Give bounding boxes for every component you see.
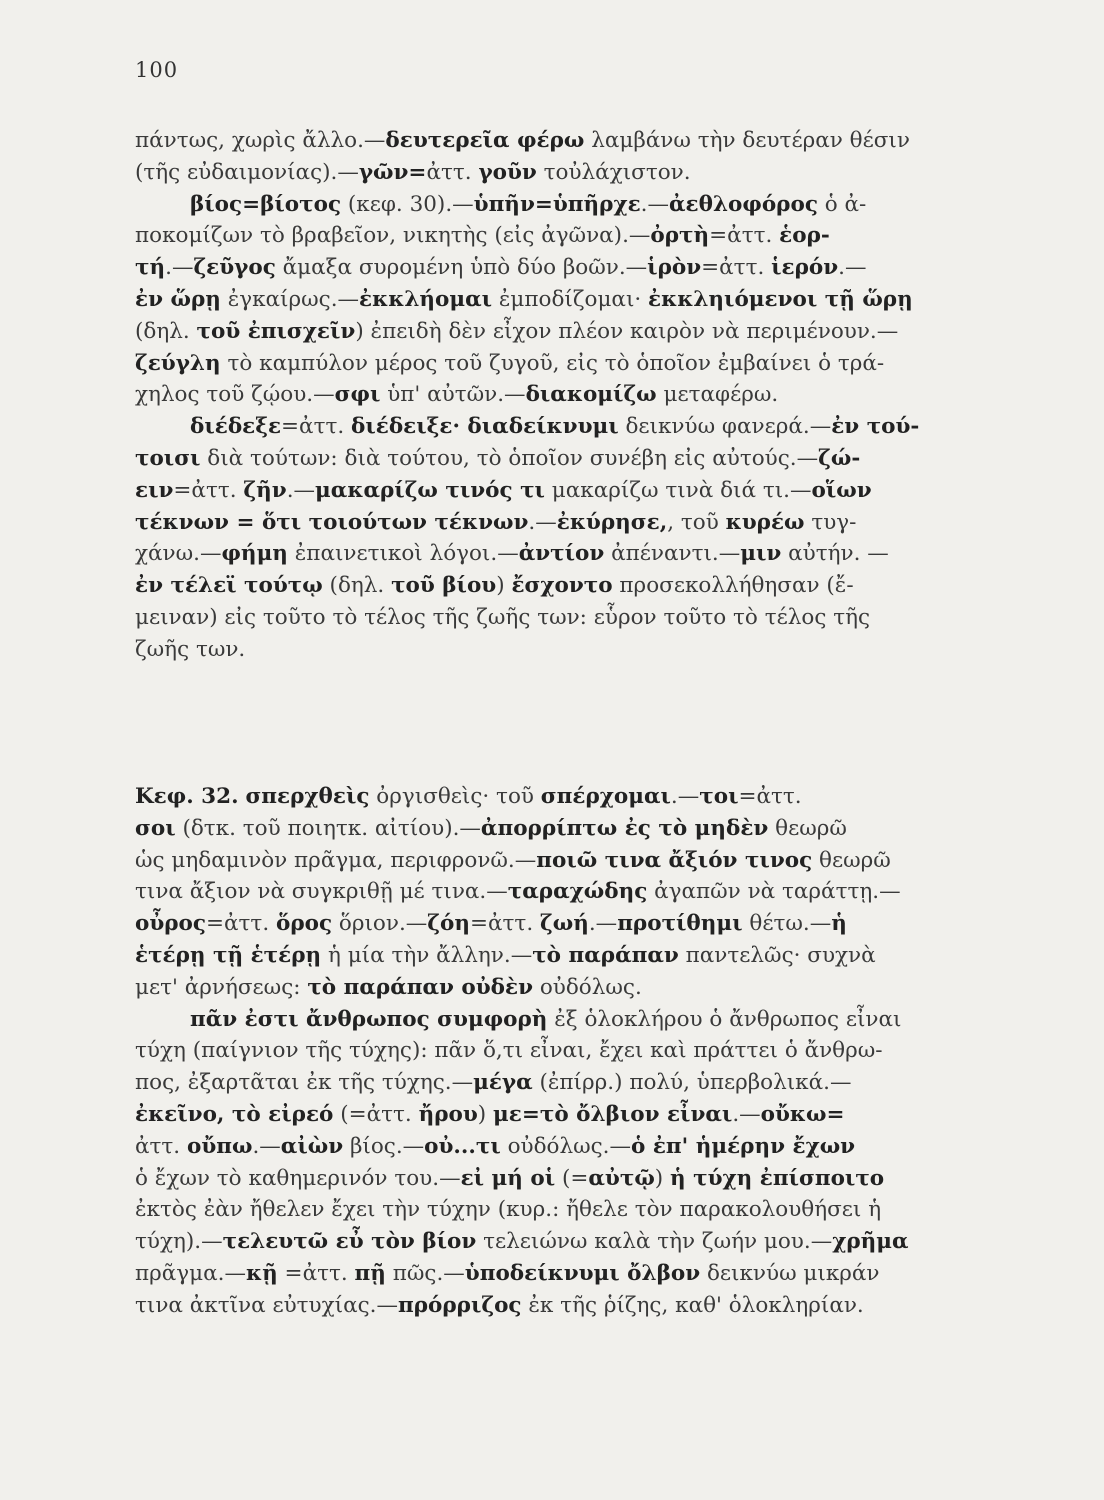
- text-line: [135, 813, 985, 845]
- text-line: [135, 220, 985, 252]
- headword-term: κῇ: [245, 1260, 278, 1286]
- text-line: [135, 845, 985, 877]
- text-line: [135, 1131, 985, 1163]
- text-line: [135, 1194, 985, 1226]
- definition-text: .—: [528, 509, 557, 535]
- definition-text: ἡ μία τὴν ἄλλην.—: [321, 942, 533, 968]
- definition-text: μακαρίζω τινὰ διά τι.—: [544, 477, 812, 503]
- headword-term: ζωή: [540, 911, 589, 937]
- definition-text: .—: [588, 911, 618, 937]
- definition-text: ἀττ.: [426, 159, 479, 185]
- headword-term: βίος=βίοτος: [190, 191, 342, 217]
- headword-term: ἀεθλοφόρος: [669, 191, 818, 217]
- headword-term: μέγα: [473, 1070, 533, 1096]
- headword-term: ζεῦγος: [193, 255, 276, 281]
- definition-text: ποκομίζων τὸ βραβεῖον, νικητὴς (εἰς ἀγῶνα).—: [135, 223, 651, 249]
- headword-term: ὀρτὴ: [650, 223, 710, 249]
- definition-text: λαμβάνω τὴν δευτέραν θέσιν: [584, 128, 910, 153]
- text-line: [135, 443, 985, 475]
- definition-text: .—: [252, 1133, 281, 1159]
- definition-text: (=ἀττ.: [333, 1101, 419, 1127]
- definition-text: ἀπέναντι.—: [604, 541, 741, 567]
- headword-term: ζεύγλη: [135, 350, 221, 376]
- headword-term: γῶν=: [358, 159, 427, 185]
- definition-text: ἀττ.: [135, 1133, 187, 1159]
- definition-text: .—: [286, 477, 316, 503]
- definition-text: (ἐπίρρ.) πολύ, ὑπερβολικά.—: [532, 1070, 852, 1096]
- headword-term: ἔσχοντο: [511, 573, 613, 599]
- text-line: [135, 876, 985, 908]
- text-line: [135, 781, 985, 813]
- headword-term: χρῆμα: [832, 1229, 909, 1255]
- definition-text: (δτκ. τοῦ ποιητκ. αἰτίου).—: [175, 815, 481, 841]
- definition-text: ὑπ' αὐτῶν.—: [380, 382, 526, 408]
- headword-term: ἑτέρῃ τῇ ἑτέρῃ: [135, 942, 322, 968]
- definition-text: (τῆς εὐδαιμονίας).—: [135, 159, 359, 185]
- definition-text: μεταφέρω.: [656, 382, 779, 408]
- definition-text: τύχη).—: [135, 1229, 223, 1255]
- definition-text: , τοῦ: [667, 509, 726, 535]
- headword-term: οἵων: [811, 477, 872, 503]
- headword-term: τελευτῶ εὖ τὸν βίον: [222, 1229, 477, 1255]
- definition-text: ): [496, 573, 512, 599]
- page-number: 100: [135, 58, 179, 82]
- definition-text: ὀργισθεὶς· τοῦ: [369, 784, 541, 809]
- headword-term: ὅρος: [276, 911, 333, 937]
- text-line: [135, 940, 985, 972]
- headword-term: ἑορ-: [779, 223, 830, 249]
- headword-term: οὔκω=: [760, 1101, 845, 1127]
- definition-text: θεωρῶ: [812, 847, 891, 873]
- headword-term: ἐκύρησε,: [556, 509, 668, 535]
- definition-text: βίος.—: [343, 1133, 425, 1159]
- definition-text: .—: [165, 255, 194, 281]
- text-line: [135, 1163, 985, 1195]
- headword-term: ἤρου: [418, 1101, 478, 1127]
- headword-term: ἐκεῖνο, τὸ εἰρεό: [135, 1101, 334, 1127]
- definition-text: πῶς.—: [385, 1260, 465, 1286]
- headword-term: ἐν τού-: [831, 414, 920, 440]
- definition-text: πάντως, χωρὶς ἄλλο.—: [135, 128, 386, 153]
- definition-text: τινα ἀκτῖνα εὐτυχίας.—: [135, 1292, 398, 1318]
- headword-term: οὐ...τι: [424, 1133, 501, 1159]
- text-line: [135, 157, 985, 189]
- text-line: [135, 972, 985, 1004]
- headword-term: ἐν ὥρῃ: [135, 286, 221, 312]
- headword-term: αὐτῷ: [588, 1165, 655, 1191]
- definition-text: μειναν) εἰς τοῦτο τὸ τέλος τῆς ζωῆς των: εὗρον τοῦτο τὸ τέλος τῆς: [135, 604, 871, 630]
- headword-term: σπερχθεὶς: [245, 784, 370, 809]
- text-line: [135, 284, 985, 316]
- headword-term: ἱερόν: [771, 255, 839, 281]
- definition-text: =ἀττ.: [470, 911, 540, 937]
- headword-term: δευτερεῖα φέρω: [385, 128, 585, 153]
- definition-text: =ἀττ.: [173, 477, 244, 503]
- headword-term: τοι: [699, 784, 739, 809]
- headword-term: ὑπῆν=ὑπῆρχε: [473, 191, 641, 217]
- definition-text: (κεφ. 30).—: [341, 191, 474, 217]
- text-line: [135, 1099, 985, 1131]
- text-line: [135, 602, 985, 634]
- text-line: [135, 1035, 985, 1067]
- definition-text: =ἀττ.: [277, 1260, 355, 1286]
- text-line: [135, 379, 985, 411]
- headword-term: τὸ παράπαν οὐδὲν: [307, 974, 534, 1000]
- headword-term: πᾶν ἐστι ἄνθρωπος συμφορὴ: [190, 1006, 548, 1032]
- headword-term: σπέρχομαι: [540, 784, 671, 809]
- definition-text: ἐκτὸς ἐὰν ἤθελεν ἔχει τὴν τύχην (κυρ.: ἤθελε τὸν παρακολουθήσει ἡ: [135, 1197, 882, 1223]
- definition-text: =ἀττ.: [738, 784, 802, 809]
- definition-text: ζωῆς των.: [135, 636, 246, 662]
- text-line: [135, 538, 985, 570]
- headword-term: ἐν τέλεϊ τούτῳ: [135, 573, 323, 599]
- definition-text: οὐδόλως.—: [500, 1133, 632, 1159]
- headword-term: ὑποδείκνυμι ὄλβον: [464, 1260, 701, 1286]
- headword-term: διέδεξε: [190, 414, 282, 440]
- definition-text: αὐτήν. —: [781, 541, 889, 567]
- definition-text: ὡς μηδαμινὸν πρᾶγμα, περιφρονῶ.—: [135, 847, 537, 873]
- headword-term: σοι: [135, 815, 176, 841]
- headword-term: ἡ: [831, 911, 847, 937]
- headword-term: πρόρριζος: [397, 1292, 522, 1318]
- headword-term: ἡ τύχη ἐπίσποιτο: [670, 1165, 885, 1191]
- headword-term: διακομίζω: [525, 382, 657, 408]
- definition-text: ἐμποδίζομαι·: [492, 286, 649, 312]
- headword-term: τὸ παράπαν: [532, 942, 679, 968]
- text-line: [135, 1226, 985, 1258]
- headword-term: τοῦ βίου: [391, 573, 497, 599]
- headword-term: μιν: [740, 541, 782, 567]
- definition-text: =ἀττ.: [709, 223, 780, 249]
- headword-term: κυρέω: [725, 509, 805, 535]
- definition-text: =ἀττ.: [206, 911, 276, 937]
- text-line: [135, 1067, 985, 1099]
- definition-text: ): [654, 1165, 671, 1191]
- text-line: [135, 1258, 985, 1290]
- definition-text: παντελῶς· συχνὰ: [678, 942, 876, 968]
- headword-term: ζῆν: [243, 477, 287, 503]
- text-line: [135, 634, 985, 666]
- headword-term: τοισι: [135, 445, 201, 471]
- text-line: [135, 411, 985, 443]
- headword-term: τοῦ ἐπισχεῖν: [196, 318, 356, 344]
- text-line: [135, 1004, 985, 1036]
- headword-term: Κεφ. 32.: [135, 784, 239, 809]
- definition-text: ) ἐπειδὴ δὲν εἶχον πλέον καιρὸν νὰ περιμένουν.—: [355, 318, 899, 344]
- headword-term: ἐκκλήομαι: [359, 286, 493, 312]
- definition-text: πρᾶγμα.—: [135, 1260, 246, 1286]
- text-line: [135, 125, 985, 157]
- headword-term: ἀπορρίπτω ἐς τὸ μηδὲν: [480, 815, 769, 841]
- definition-text: τινα ἄξιον νὰ συγκριθῇ μέ τινα.—: [135, 879, 508, 905]
- headword-term: οὖρος: [135, 911, 206, 937]
- headword-term: διέδειξε· διαδείκνυμι: [351, 414, 619, 440]
- headword-term: πῇ: [354, 1260, 386, 1286]
- headword-term: αἰὼν: [280, 1133, 344, 1159]
- text-line: [135, 908, 985, 940]
- definition-text: ἐκ τῆς ῥίζης, καθ' ὁλοκληρίαν.: [521, 1292, 864, 1318]
- definition-text: ἐπαινετικοὶ λόγοι.—: [287, 541, 519, 567]
- headword-term: με=τὸ ὄλβιον εἶναι: [493, 1101, 733, 1127]
- headword-term: ἱρὸν: [647, 255, 702, 281]
- definition-text: ὅριον.—: [332, 911, 428, 937]
- headword-term: ζώ-: [818, 445, 861, 471]
- text-line: [135, 475, 985, 507]
- definition-text: ὁ ἔχων τὸ καθημερινόν του.—: [135, 1165, 461, 1191]
- headword-term: ἐκκληιόμενοι τῇ ὥρῃ: [648, 286, 913, 312]
- definition-text: πος, ἐξαρτᾶται ἐκ τῆς τύχης.—: [135, 1070, 474, 1096]
- definition-text: τυγ-: [804, 509, 857, 535]
- text-line: [135, 348, 985, 380]
- definition-text: .—: [640, 191, 670, 217]
- definition-text: ἐξ ὁλοκλήρου ὁ ἄνθρωπος εἶναι: [547, 1006, 902, 1032]
- text-line: [135, 570, 985, 602]
- definition-text: δεικνύω μικράν: [700, 1260, 880, 1286]
- definition-text: χηλος τοῦ ζῴου.—: [135, 382, 335, 408]
- text-line: [135, 507, 985, 539]
- headword-term: οὔπω: [186, 1133, 253, 1159]
- definition-text: οὐδόλως.: [533, 974, 642, 1000]
- headword-term: μακαρίζω τινός τι: [315, 477, 545, 503]
- definition-text: δεικνύω φανερά.—: [618, 414, 832, 440]
- headword-term: σφι: [334, 382, 381, 408]
- definition-text: διὰ τούτων: διὰ τούτου, τὸ ὁποῖον συνέβη εἰς αὐτούς.—: [200, 445, 819, 471]
- text-line: [135, 1290, 985, 1322]
- headword-term: γοῦν: [478, 159, 537, 185]
- definition-text: .—: [670, 784, 700, 809]
- glossary-block-chapter-32: [135, 781, 985, 1322]
- definition-text: θεωρῶ: [768, 815, 847, 841]
- definition-text: ἐγκαίρως.—: [220, 286, 360, 312]
- definition-text: (δηλ.: [322, 573, 392, 599]
- headword-term: προτίθημι: [617, 911, 743, 937]
- headword-term: ειν: [135, 477, 174, 503]
- definition-text: (δηλ.: [135, 318, 197, 344]
- headword-term: τέκνων = ὅτι τοιούτων τέκνων: [135, 509, 529, 535]
- definition-text: τὸ καμπύλον μέρος τοῦ ζυγοῦ, εἰς τὸ ὁποῖον ἐμβαίνει ὁ τρά-: [220, 350, 885, 376]
- text-line: [135, 316, 985, 348]
- definition-text: .—: [838, 255, 867, 281]
- headword-term: ὁ ἐπ' ἡμέρην ἔχων: [631, 1133, 856, 1159]
- text-line: [135, 189, 985, 221]
- definition-text: ἄμαξα συρομένη ὑπὸ δύο βοῶν.—: [275, 255, 648, 281]
- definition-text: χάνω.—: [135, 541, 222, 567]
- definition-text: =ἀττ.: [701, 255, 772, 281]
- headword-term: ταραχώδης: [507, 879, 648, 905]
- definition-text: ἀγαπῶν νὰ ταράττῃ.—: [647, 879, 901, 905]
- definition-text: τύχη (παίγνιον τῆς τύχης): πᾶν ὅ,τι εἶναι, ἔχει καὶ πράττει ὁ ἄνθρω-: [135, 1038, 883, 1064]
- glossary-block-chapter-31: [135, 125, 985, 666]
- definition-text: (=: [555, 1165, 589, 1191]
- definition-text: προσεκολλήθησαν (ἔ-: [612, 573, 854, 599]
- definition-text: ): [477, 1101, 494, 1127]
- headword-term: ζόη: [427, 911, 470, 937]
- definition-text: =ἀττ.: [281, 414, 352, 440]
- definition-text: μετ' ἀρνήσεως:: [135, 974, 308, 1000]
- definition-text: τοὐλάχιστον.: [536, 159, 691, 185]
- definition-text: τελειώνω καλὰ τὴν ζωήν μου.—: [476, 1229, 833, 1255]
- headword-term: τή: [135, 255, 166, 281]
- definition-text: θέτω.—: [742, 911, 832, 937]
- definition-text: .—: [732, 1101, 761, 1127]
- headword-term: ἀντίον: [518, 541, 605, 567]
- headword-term: ποιῶ τινα ἄξιόν τινος: [536, 847, 813, 873]
- definition-text: ὁ ἀ-: [817, 191, 867, 217]
- text-line: [135, 252, 985, 284]
- headword-term: εἰ μή οἱ: [460, 1165, 556, 1191]
- headword-term: φήμη: [221, 541, 288, 567]
